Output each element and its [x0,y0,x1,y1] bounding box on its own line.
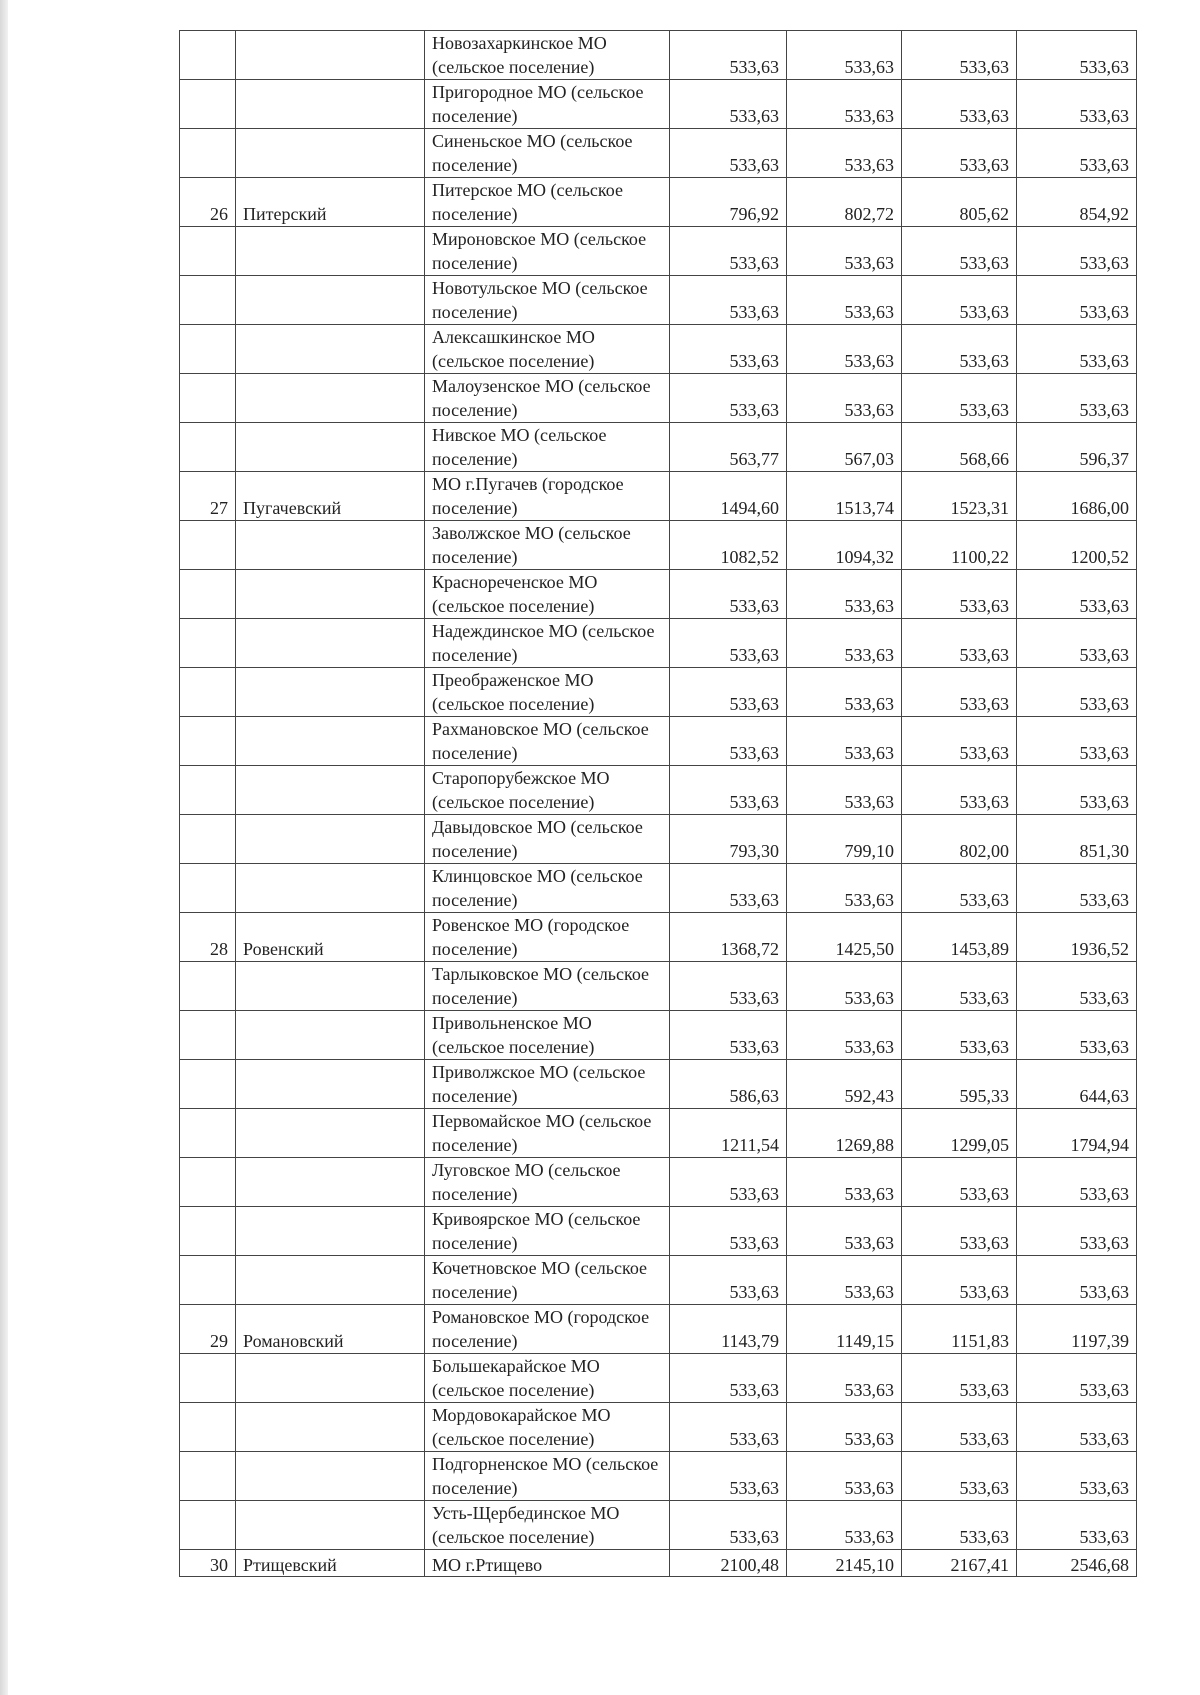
value-col-2: 1149,15 [787,1305,902,1354]
row-number [180,1256,236,1305]
municipality-name: Первомайское МО (сельское поселение) [425,1109,670,1158]
district-name [236,227,425,276]
value-col-1: 533,63 [670,1501,787,1550]
district-name [236,717,425,766]
table-row [180,31,1137,80]
table-row [180,1011,1137,1060]
value-col-3: 533,63 [902,1452,1017,1501]
municipality-name: Рахмановское МО (сельское поселение) [425,717,670,766]
municipality-name: Новотульское МО (сельское поселение) [425,276,670,325]
table-row [180,962,1137,1011]
municipality-name: Синеньское МО (сельское поселение) [425,129,670,178]
table-row [180,1305,1137,1354]
row-number: 29 [180,1305,236,1354]
value-col-4: 533,63 [1017,227,1137,276]
row-number [180,1207,236,1256]
value-col-3: 533,63 [902,717,1017,766]
municipality-name: Малоузенское МО (сельское поселение) [425,374,670,423]
district-name [236,962,425,1011]
row-number [180,619,236,668]
value-col-4: 1197,39 [1017,1305,1137,1354]
municipality-name: Алексашкинское МО (сельское поселение) [425,325,670,374]
value-col-1: 533,63 [670,227,787,276]
value-col-1: 586,63 [670,1060,787,1109]
value-col-3: 595,33 [902,1060,1017,1109]
district-name [236,31,425,80]
table-row [180,1109,1137,1158]
value-col-4: 533,63 [1017,1207,1137,1256]
district-name [236,521,425,570]
value-col-2: 533,63 [787,1403,902,1452]
table-row [180,913,1137,962]
value-col-1: 533,63 [670,668,787,717]
value-col-1: 796,92 [670,178,787,227]
municipality-name: Подгорненское МО (сельское поселение) [425,1452,670,1501]
value-col-1: 563,77 [670,423,787,472]
row-number [180,1109,236,1158]
row-number: 27 [180,472,236,521]
value-col-1: 533,63 [670,1403,787,1452]
district-name [236,1256,425,1305]
value-col-3: 533,63 [902,1354,1017,1403]
table-row [180,668,1137,717]
municipality-name: Кочетновское МО (сельское поселение) [425,1256,670,1305]
table-body [180,31,1137,1577]
row-number [180,570,236,619]
value-col-4: 533,63 [1017,1158,1137,1207]
district-name: Ртищевский [236,1550,425,1577]
value-col-1: 533,63 [670,864,787,913]
municipality-name: Старопорубежское МО (сельское поселение) [425,766,670,815]
municipality-name: Мироновское МО (сельское поселение) [425,227,670,276]
value-col-3: 533,63 [902,1501,1017,1550]
municipality-name: Заволжское МО (сельское поселение) [425,521,670,570]
municipality-name: Нивское МО (сельское поселение) [425,423,670,472]
row-number [180,276,236,325]
municipality-name: Приволжское МО (сельское поселение) [425,1060,670,1109]
table-row [180,619,1137,668]
value-col-4: 1200,52 [1017,521,1137,570]
value-col-2: 533,63 [787,717,902,766]
district-name [236,374,425,423]
value-col-4: 533,63 [1017,962,1137,1011]
table-row [180,1060,1137,1109]
value-col-4: 533,63 [1017,864,1137,913]
table-row [180,276,1137,325]
municipality-name: Питерское МО (сельское поселение) [425,178,670,227]
value-col-4: 1794,94 [1017,1109,1137,1158]
municipality-name: МО г.Ртищево [425,1550,670,1577]
district-name [236,815,425,864]
value-col-2: 533,63 [787,619,902,668]
district-name [236,619,425,668]
district-name [236,80,425,129]
municipality-name: Мордовокарайское МО (сельское поселение) [425,1403,670,1452]
value-col-1: 533,63 [670,1452,787,1501]
value-col-4: 533,63 [1017,1011,1137,1060]
table-row [180,472,1137,521]
value-col-2: 533,63 [787,374,902,423]
value-col-3: 805,62 [902,178,1017,227]
municipality-name: Краснореченское МО (сельское поселение) [425,570,670,619]
value-col-1: 533,63 [670,374,787,423]
value-col-4: 1686,00 [1017,472,1137,521]
district-name [236,1158,425,1207]
value-col-2: 592,43 [787,1060,902,1109]
table-row [180,521,1137,570]
district-name [236,276,425,325]
value-col-1: 533,63 [670,80,787,129]
row-number [180,521,236,570]
value-col-3: 533,63 [902,374,1017,423]
municipality-name: МО г.Пугачев (городское поселение) [425,472,670,521]
value-col-3: 802,00 [902,815,1017,864]
municipality-name: Ровенское МО (городское поселение) [425,913,670,962]
value-col-4: 533,63 [1017,374,1137,423]
row-number: 28 [180,913,236,962]
value-col-1: 533,63 [670,1354,787,1403]
value-col-1: 533,63 [670,570,787,619]
municipality-name: Давыдовское МО (сельское поселение) [425,815,670,864]
value-col-4: 2546,68 [1017,1550,1137,1577]
value-col-2: 533,63 [787,1452,902,1501]
value-col-2: 533,63 [787,1011,902,1060]
row-number [180,325,236,374]
value-col-1: 533,63 [670,129,787,178]
municipal-budget-table [179,30,1137,1577]
district-name [236,1452,425,1501]
value-col-1: 2100,48 [670,1550,787,1577]
value-col-1: 533,63 [670,962,787,1011]
district-name [236,766,425,815]
value-col-4: 533,63 [1017,570,1137,619]
value-col-2: 533,63 [787,129,902,178]
table-row [180,1501,1137,1550]
value-col-1: 533,63 [670,766,787,815]
value-col-4: 644,63 [1017,1060,1137,1109]
value-col-3: 533,63 [902,1158,1017,1207]
value-col-1: 533,63 [670,325,787,374]
value-col-2: 533,63 [787,962,902,1011]
row-number [180,1158,236,1207]
value-col-3: 533,63 [902,668,1017,717]
value-col-3: 533,63 [902,80,1017,129]
value-col-2: 533,63 [787,668,902,717]
value-col-4: 533,63 [1017,129,1137,178]
table-row [180,325,1137,374]
row-number [180,1060,236,1109]
table-row [180,1256,1137,1305]
district-name [236,1011,425,1060]
municipality-name: Романовское МО (городское поселение) [425,1305,670,1354]
value-col-1: 533,63 [670,717,787,766]
row-number [180,1501,236,1550]
district-name [236,1501,425,1550]
value-col-4: 533,63 [1017,619,1137,668]
district-name [236,325,425,374]
district-name [236,1354,425,1403]
table-row [180,717,1137,766]
row-number: 30 [180,1550,236,1577]
value-col-4: 533,63 [1017,276,1137,325]
value-col-2: 533,63 [787,864,902,913]
value-col-2: 533,63 [787,227,902,276]
municipality-name: Надеждинское МО (сельское поселение) [425,619,670,668]
district-name: Пугачевский [236,472,425,521]
value-col-2: 802,72 [787,178,902,227]
value-col-1: 1368,72 [670,913,787,962]
value-col-2: 1513,74 [787,472,902,521]
value-col-3: 533,63 [902,962,1017,1011]
value-col-2: 1269,88 [787,1109,902,1158]
value-col-4: 533,63 [1017,1501,1137,1550]
value-col-4: 596,37 [1017,423,1137,472]
municipality-name: Тарлыковское МО (сельское поселение) [425,962,670,1011]
value-col-2: 533,63 [787,31,902,80]
value-col-3: 1523,31 [902,472,1017,521]
table-row [180,864,1137,913]
value-col-4: 533,63 [1017,80,1137,129]
value-col-3: 533,63 [902,619,1017,668]
municipality-name: Пригородное МО (сельское поселение) [425,80,670,129]
row-number [180,815,236,864]
table-row [180,1403,1137,1452]
table-row [180,178,1137,227]
value-col-3: 1299,05 [902,1109,1017,1158]
row-number [180,1011,236,1060]
value-col-4: 533,63 [1017,31,1137,80]
table-row [180,227,1137,276]
value-col-2: 533,63 [787,1207,902,1256]
value-col-1: 793,30 [670,815,787,864]
value-col-3: 533,63 [902,276,1017,325]
value-col-2: 1094,32 [787,521,902,570]
value-col-1: 1211,54 [670,1109,787,1158]
value-col-2: 1425,50 [787,913,902,962]
value-col-3: 533,63 [902,1256,1017,1305]
value-col-3: 2167,41 [902,1550,1017,1577]
value-col-2: 799,10 [787,815,902,864]
table-row [180,1158,1137,1207]
district-name: Ровенский [236,913,425,962]
scan-page-edge [0,0,8,1695]
district-name [236,1403,425,1452]
table-row [180,1550,1137,1577]
value-col-3: 533,63 [902,325,1017,374]
value-col-4: 851,30 [1017,815,1137,864]
district-name: Романовский [236,1305,425,1354]
table-row [180,80,1137,129]
value-col-1: 533,63 [670,1158,787,1207]
value-col-3: 533,63 [902,1403,1017,1452]
row-number [180,80,236,129]
value-col-3: 533,63 [902,31,1017,80]
municipality-name: Клинцовское МО (сельское поселение) [425,864,670,913]
value-col-2: 533,63 [787,1158,902,1207]
value-col-2: 2145,10 [787,1550,902,1577]
value-col-4: 533,63 [1017,717,1137,766]
value-col-3: 533,63 [902,227,1017,276]
table-row [180,570,1137,619]
district-name [236,668,425,717]
row-number [180,717,236,766]
row-number [180,31,236,80]
table-row [180,1354,1137,1403]
value-col-3: 1453,89 [902,913,1017,962]
row-number [180,374,236,423]
value-col-3: 533,63 [902,1207,1017,1256]
value-col-1: 1082,52 [670,521,787,570]
value-col-3: 533,63 [902,766,1017,815]
municipality-name: Усть-Щербединское МО (сельское поселение) [425,1501,670,1550]
table-row [180,129,1137,178]
row-number [180,766,236,815]
row-number [180,1403,236,1452]
value-col-2: 533,63 [787,325,902,374]
municipality-name: Новозахаркинское МО (сельское поселение) [425,31,670,80]
value-col-4: 1936,52 [1017,913,1137,962]
value-col-4: 533,63 [1017,668,1137,717]
value-col-3: 1100,22 [902,521,1017,570]
district-name [236,570,425,619]
municipality-name: Большекарайское МО (сельское поселение) [425,1354,670,1403]
table-row [180,423,1137,472]
value-col-4: 533,63 [1017,1354,1137,1403]
municipality-name: Кривоярское МО (сельское поселение) [425,1207,670,1256]
row-number [180,423,236,472]
value-col-1: 533,63 [670,1207,787,1256]
table-row [180,374,1137,423]
value-col-3: 1151,83 [902,1305,1017,1354]
row-number [180,227,236,276]
table-row [180,1207,1137,1256]
district-name [236,1060,425,1109]
value-col-1: 533,63 [670,1011,787,1060]
value-col-1: 1143,79 [670,1305,787,1354]
value-col-3: 533,63 [902,129,1017,178]
municipality-name: Привольненское МО (сельское поселение) [425,1011,670,1060]
value-col-2: 533,63 [787,80,902,129]
value-col-4: 533,63 [1017,766,1137,815]
value-col-4: 533,63 [1017,1403,1137,1452]
district-name [236,1109,425,1158]
district-name [236,1207,425,1256]
value-col-2: 533,63 [787,276,902,325]
row-number: 26 [180,178,236,227]
value-col-1: 533,63 [670,619,787,668]
row-number [180,1452,236,1501]
value-col-2: 533,63 [787,570,902,619]
value-col-2: 533,63 [787,1256,902,1305]
value-col-3: 533,63 [902,1011,1017,1060]
table-row [180,1452,1137,1501]
table-row [180,766,1137,815]
value-col-4: 533,63 [1017,1256,1137,1305]
value-col-2: 533,63 [787,766,902,815]
value-col-2: 533,63 [787,1354,902,1403]
row-number [180,668,236,717]
table-row [180,815,1137,864]
value-col-4: 533,63 [1017,1452,1137,1501]
value-col-3: 568,66 [902,423,1017,472]
district-name [236,864,425,913]
value-col-2: 567,03 [787,423,902,472]
value-col-1: 533,63 [670,276,787,325]
value-col-4: 533,63 [1017,325,1137,374]
value-col-1: 533,63 [670,31,787,80]
value-col-2: 533,63 [787,1501,902,1550]
value-col-4: 854,92 [1017,178,1137,227]
district-name [236,129,425,178]
row-number [180,962,236,1011]
municipality-name: Луговское МО (сельское поселение) [425,1158,670,1207]
value-col-3: 533,63 [902,570,1017,619]
row-number [180,864,236,913]
value-col-1: 533,63 [670,1256,787,1305]
row-number [180,129,236,178]
municipality-name: Преображенское МО (сельское поселение) [425,668,670,717]
district-name [236,423,425,472]
value-col-1: 1494,60 [670,472,787,521]
district-name: Питерский [236,178,425,227]
value-col-3: 533,63 [902,864,1017,913]
row-number [180,1354,236,1403]
